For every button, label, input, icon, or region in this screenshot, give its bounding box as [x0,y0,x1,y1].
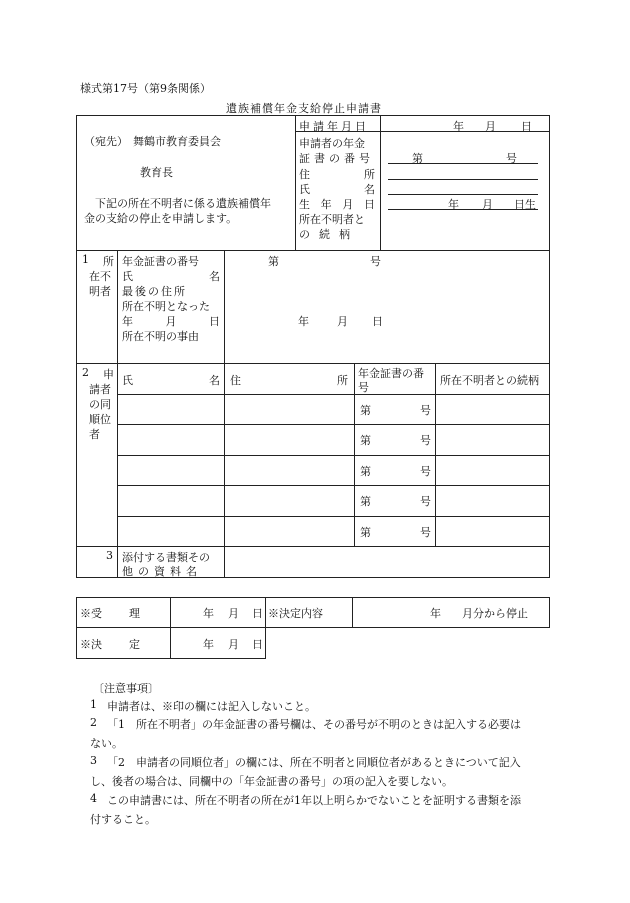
decision-rest: 月分から停止 [462,607,528,620]
missing-name-label: 氏 名 [122,270,220,283]
addressee-title: 教育長 [140,166,173,179]
cert-no-label-2: 証書の番号 [299,152,374,165]
note-text-cont: し、後者の場合は、同欄中の「年金証書の番号」の項の記入を要しない。 [90,775,453,788]
note-number: 3 [90,754,97,767]
heirs-section-line3: の同 [89,398,111,411]
missing-section-line1: 所 [103,255,114,268]
apply-date-month[interactable]: 月 [485,120,496,133]
attachments-label-line1: 添付する書類その [122,551,210,564]
heirs-section-line5: 者 [89,428,100,441]
apply-date-day[interactable]: 日 [521,120,532,133]
address-label: 住 所 [299,168,375,181]
heirs-col-name: 氏 名 [122,374,220,387]
heir-cert-dai: 第 [360,434,371,447]
received-label: ※受 理 [80,607,140,620]
attachments-field[interactable] [230,549,546,575]
note-text: 申請者は、※印の欄には記入しないこと。 [107,700,316,713]
missing-cert-dai[interactable]: 第 [268,255,279,268]
form-number: 様式第17号（第9条関係） [80,82,211,95]
received-day: 日 [252,607,263,620]
heirs-col-address: 住 所 [230,374,348,387]
missing-date-year[interactable]: 年 [298,315,309,328]
missing-date-day[interactable]: 日 [372,315,383,328]
heirs-col-relation: 所在不明者との続柄 [440,374,539,387]
cert-no-label-1: 申請者の年金 [299,137,365,150]
birth-label: 生 年 月 日 [299,198,375,211]
missing-date-month[interactable]: 月 [337,315,348,328]
birth-day-suffix: 日生 [514,198,536,211]
heir-cert-dai: 第 [360,465,371,478]
notes-heading: 〔注意事項〕 [93,682,159,695]
birth-month: 月 [482,198,493,211]
heirs-col-cert-line2: 号 [358,381,369,394]
missing-reason-label: 所在不明の事由 [122,330,199,343]
heir-cert-go: 号 [420,495,431,508]
note-text: 「1 所在不明者」の年金証書の番号欄は、その番号が不明のときは記入する必要は [107,718,521,731]
missing-section-line2: 在不 [89,270,111,283]
decision-year: 年 [430,607,441,620]
note-text: この申請書には、所在不明者の所在が1年以上明らかでないことを証明する書類を添 [107,794,521,807]
page-title: 遺族補償年金支給停止申請書 [226,102,382,115]
missing-section-line3: 明者 [89,285,111,298]
heir-cert-go: 号 [420,404,431,417]
cert-no-dai: 第 [412,152,423,165]
apply-date-label: 申請年月日 [299,120,369,133]
relation-label-1: 所在不明者と [299,213,365,226]
note-number: 1 [90,698,97,711]
missing-cert-go[interactable]: 号 [370,255,381,268]
cert-no-go: 号 [506,152,517,165]
attachments-section-no: 3 [106,549,113,562]
received-year: 年 [203,607,214,620]
decided-year: 年 [203,638,214,651]
note-number: 4 [90,792,97,805]
missing-cert-label: 年金証書の番号 [122,255,199,268]
birth-year: 年 [448,198,459,211]
heirs-section-line4: 順位 [89,413,111,426]
heir-cert-dai: 第 [360,404,371,417]
heir-cert-dai: 第 [360,526,371,539]
request-text-line2: 金の支給の停止を申請します。 [84,212,238,225]
decision-label: ※決定内容 [268,607,323,620]
birth-field[interactable] [388,196,538,210]
address-field[interactable] [388,166,538,180]
heirs-section-line1: 申 [103,368,114,381]
note-text-cont: 付すること。 [90,813,156,826]
note-number: 2 [90,716,97,729]
heirs-section-no: 2 [82,366,89,379]
missing-last-address-label: 最後の住所 [122,285,187,298]
name-label: 氏 名 [299,183,375,196]
missing-date-line2: 年 月 日 [122,315,220,328]
decided-month: 月 [228,638,239,651]
attachments-label-line2: 他の資料名 [122,565,202,578]
heir-cert-dai: 第 [360,495,371,508]
note-text: 「2 申請者の同順位者」の欄には、所在不明者と同順位者があるときについて記入 [107,756,521,769]
heir-cert-go: 号 [420,465,431,478]
missing-section-no: 1 [82,253,89,266]
apply-date-year[interactable]: 年 [453,120,464,133]
relation-label-2: の続柄 [299,228,359,241]
received-month: 月 [228,607,239,620]
missing-date-line1: 所在不明となった [122,300,210,313]
addressee-org: 舞鶴市教育委員会 [133,135,221,148]
cert-no-field[interactable] [388,150,538,164]
heirs-col-cert-line1: 年金証書の番 [358,367,424,380]
addressee-prefix: （宛先） [84,135,128,148]
decided-day: 日 [252,638,263,651]
heirs-section-line2: 請者 [89,383,111,396]
request-text-line1: 下記の所在不明者に係る遺族補償年 [95,197,271,210]
heir-cert-go: 号 [420,434,431,447]
note-text-cont: ない。 [90,737,123,750]
decided-label: ※決 定 [80,638,140,651]
name-field[interactable] [388,181,538,195]
heir-cert-go: 号 [420,526,431,539]
